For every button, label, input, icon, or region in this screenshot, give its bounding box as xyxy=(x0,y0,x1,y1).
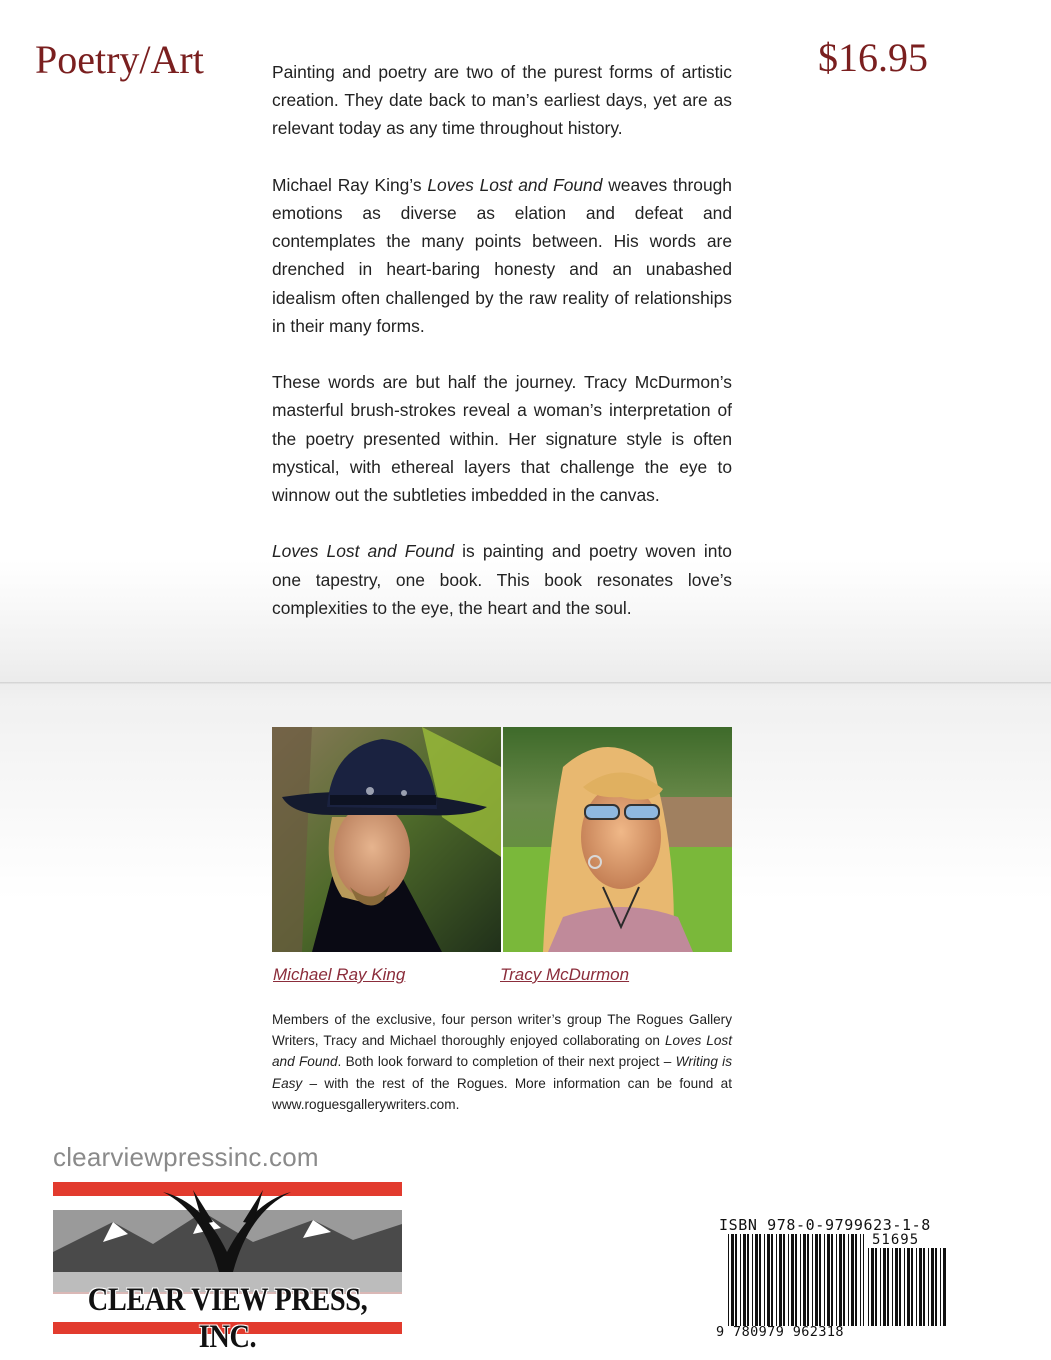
book-title-italic: Loves Lost and Found xyxy=(272,1033,732,1070)
book-title-italic: Loves Lost and Found xyxy=(272,541,455,562)
description-paragraph-2 xyxy=(272,171,732,340)
next-project-title: Writing is Easy xyxy=(272,1054,732,1091)
addon-barcode-bars xyxy=(868,1248,946,1326)
author-name-michael[interactable]: Michael Ray King xyxy=(273,965,406,984)
author-name-tracy[interactable]: Tracy McDurmon xyxy=(500,965,630,984)
ean-barcode-bars xyxy=(728,1234,864,1326)
isbn-barcode xyxy=(716,1214,948,1346)
isbn-number: ISBN 978-0-9799623-1-8 xyxy=(719,1216,931,1234)
bio-text: – with the rest of the Rogues. More information can be found at www.roguesgallerywriters.com. xyxy=(272,1075,732,1112)
genre-label: Poetry/Art xyxy=(35,37,204,82)
paragraph-text: is painting and poetry woven into one tapestry, one book. This book resonates love’s complexities to the eye, the heart and the soul. xyxy=(272,541,732,618)
bio-text: . Both look forward to completion of their next project – xyxy=(337,1054,676,1070)
author-photos xyxy=(272,727,732,952)
description-paragraph-3: These words are but half the journey. Tracy McDurmon’s masterful brush-strokes reveal a woman’s interpretation of the poetry presented within. Her signature style is often mystical, with ethereal layers that challenge the eye to winnow out the subtleties imbedded in the canvas. xyxy=(272,372,732,506)
description-paragraph-4 xyxy=(272,537,732,622)
publisher-logo-text: CLEAR VIEW PRESS, INC. xyxy=(87,1282,368,1355)
section-divider xyxy=(0,682,1051,684)
paragraph-text: weaves through emotions as diverse as elation and defeat and contemplates the many points between. His words are drenched in heart-baring honesty and an unabashed idealism often challenged by the raw reality of relationships in their many forms. xyxy=(272,174,732,336)
author-photo-tracy xyxy=(503,727,732,952)
bio-text: Members of the exclusive, four person writer’s group The Rogues Gallery Writers, Tracy and Michael thoroughly enjoyed collaborating on xyxy=(272,1012,732,1049)
ean-digits: 9 780979 962318 xyxy=(716,1324,844,1340)
description-paragraph-1: Painting and poetry are two of the purest forms of artistic creation. They date back to man’s earliest days, yet are as relevant today as any time throughout history. xyxy=(272,62,732,139)
publisher-website[interactable]: clearviewpressinc.com xyxy=(53,1142,319,1172)
price-label: $16.95 xyxy=(818,35,928,80)
book-description xyxy=(272,58,732,650)
author-photo-michael xyxy=(272,727,501,952)
book-title-italic: Loves Lost and Found xyxy=(427,174,603,195)
publisher-logo xyxy=(53,1182,402,1355)
barcode-addon-price: 51695 xyxy=(872,1232,920,1248)
paragraph-text: Michael Ray King’s xyxy=(272,174,428,195)
author-bio xyxy=(272,1009,732,1115)
